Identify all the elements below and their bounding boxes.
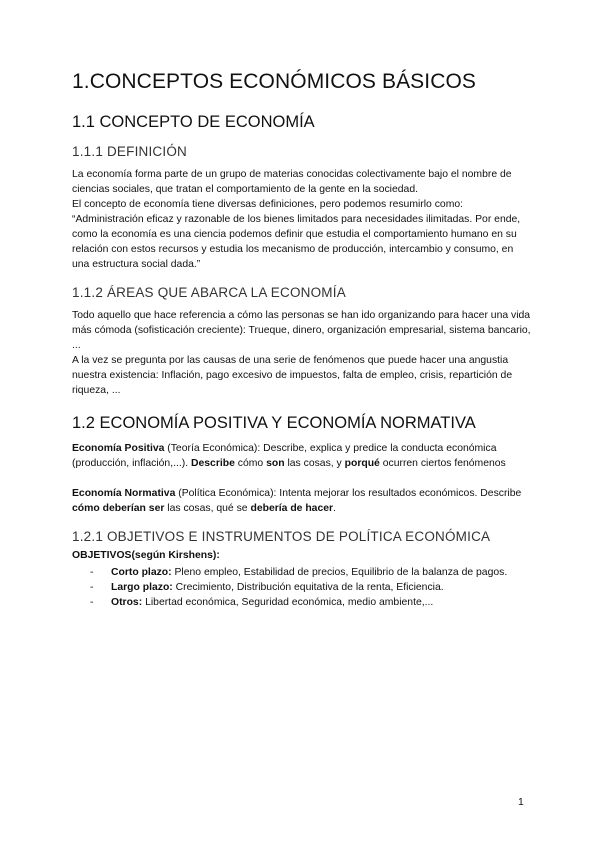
- normative-text-1: (Política Económica): Intenta mejorar los resultados económicos. Describe: [175, 488, 522, 499]
- list-item-text: Pleno empleo, Estabilidad de precios, Equilibrio de la balanza de pagos.: [171, 567, 508, 578]
- objectives-list: [90, 565, 532, 610]
- positive-text-2: cómo: [234, 458, 267, 469]
- list-item-label: Largo plazo:: [111, 582, 173, 593]
- section-heading-1-2: 1.2 ECONOMÍA POSITIVA Y ECONOMÍA NORMATIVA: [72, 414, 476, 432]
- section-heading-1-1: 1.1 CONCEPTO DE ECONOMÍA: [72, 113, 315, 131]
- subsection-heading-1-1-1: 1.1.1 DEFINICIÓN: [72, 144, 187, 159]
- list-item: - Corto plazo: Pleno empleo, Estabilidad de precios, Equilibrio de la balanza de pagos.: [90, 567, 508, 578]
- normative-text-2: las cosas, qué se: [164, 503, 251, 514]
- paragraph-gap: [72, 471, 532, 486]
- normative-text-3: .: [333, 503, 336, 514]
- page-content: [72, 70, 532, 610]
- main-heading: 1.CONCEPTOS ECONÓMICOS BÁSICOS: [72, 70, 477, 93]
- normative-bold-deberian: cómo deberían ser: [72, 503, 165, 514]
- page-number: 1: [518, 797, 524, 808]
- definition-paragraph-2: El concepto de economía tiene diversas definiciones, pero podemos resumirlo como:: [72, 199, 464, 210]
- normative-economy-term: Economía Normativa: [72, 488, 176, 499]
- positive-bold-son: son: [266, 458, 285, 469]
- positive-text-4: ocurren ciertos fenómenos: [379, 458, 506, 469]
- positive-text-1: (Teoría Económica): Describe, explica y predice la conducta económica (producción, inflación,...).: [72, 443, 497, 469]
- normative-bold-deberia: debería de hacer: [250, 503, 334, 514]
- list-item: - Largo plazo: Crecimiento, Distribución equitativa de la renta, Eficiencia.: [90, 582, 444, 593]
- areas-paragraph-2: A la vez se pregunta por las causas de una serie de fenómenos que puede hacer una angustia nuestra existencia: Inflación, pago excesivo de impuestos, falta de empleo, crisis, repartición de riqueza, ...: [72, 355, 513, 396]
- objectives-label: OBJETIVOS(según Kirshens):: [72, 550, 220, 561]
- list-item-text: Libertad económica, Seguridad económica, medio ambiente,...: [142, 597, 434, 608]
- positive-bold-porque: porqué: [344, 458, 380, 469]
- list-item-label: Otros:: [111, 597, 143, 608]
- definition-paragraph-1: La economía forma parte de un grupo de materias conocidas colectivamente bajo el nombre de ciencias sociales, que tratan el comportamiento de la gente en la sociedad.: [72, 169, 512, 195]
- positive-text-3: las cosas, y: [284, 458, 345, 469]
- subsection-heading-1-2-1: 1.2.1 OBJETIVOS E INSTRUMENTOS DE POLÍTICA ECONÓMICA: [72, 529, 491, 544]
- normative-economy-paragraph: [72, 486, 532, 516]
- positive-economy-paragraph: [72, 441, 532, 471]
- areas-paragraph-1: Todo aquello que hace referencia a cómo las personas se han ido organizando para hacer una vida más cómoda (sofisticación creciente): Trueque, dinero, organización empresarial, sistema bancario, ...: [72, 310, 531, 351]
- positive-bold-describe: Describe: [190, 458, 235, 469]
- positive-economy-term: Economía Positiva: [72, 443, 165, 454]
- list-item-text: Crecimiento, Distribución equitativa de la renta, Eficiencia.: [172, 582, 444, 593]
- subsection-heading-1-1-2: 1.1.2 ÁREAS QUE ABARCA LA ECONOMÍA: [72, 285, 346, 300]
- definition-block: [72, 167, 532, 272]
- definition-quote: “Administración eficaz y razonable de los bienes limitados para necesidades ilimitadas. Por ende, como la economía es una ciencia podemos definir que estudia el comportamiento humano en su relación con estos recursos y estudia los mecanismo de producción, intercambio y consumo, en una estructura social dada.”: [72, 214, 521, 270]
- list-item: - Otros: Libertad económica, Seguridad económica, medio ambiente,...: [90, 597, 434, 608]
- list-item-label: Corto plazo:: [111, 567, 172, 578]
- areas-block: [72, 308, 532, 398]
